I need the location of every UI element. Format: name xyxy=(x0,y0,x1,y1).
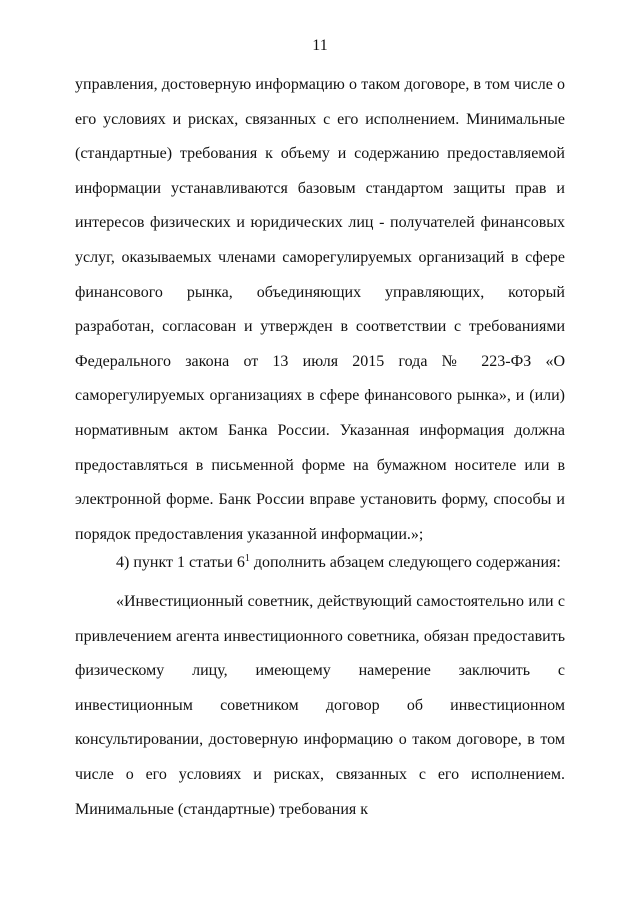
page-number: 11 xyxy=(312,37,328,54)
paragraph-text: управления, достоверную информацию о таком договоре, в том числе о его условиях и рисках, связанных с его исполнением. Минимальные (стандартные) требования к объему и содержанию предоставляемой информации устанавливаются базовым стандартом защиты прав и интересов физических и юридических лиц - получателей финансовых услуг, оказываемых членами саморегулируемых организаций в сфере финансового рынка, объединяющих управляющих, который разработан, согласован и утвержден в соответствии с требованиями Федерального закона от 13 июля 2015 года № 223-ФЗ «О саморегулируемых организациях в сфере финансового рынка», и (или) нормативным актом Банка России. Указанная информация должна предоставляться в письменной форме на бумажном носителе или в электронной форме. Банк России вправе установить форму, способы и порядок предоставления указанной информации.»; xyxy=(75,76,565,543)
paragraph-text: «Инвестиционный советник, действующий самостоятельно или с привлечением агента инвестиционного советника, обязан предоставить физическому лицу, имеющему намерение заключить с инвестиционным советником договор об инвестиционном консультировании, достоверную информацию о таком договоре, в том числе о его условиях и рисках, связанных с его исполнением. Минимальные (стандартные) требования к xyxy=(75,593,565,818)
paragraph-text xyxy=(75,546,565,581)
article-superscript: 1 xyxy=(244,553,250,564)
paragraph-quoted-amendment xyxy=(75,585,565,827)
paragraph-continuation xyxy=(75,68,565,552)
paragraph-item-4 xyxy=(75,546,565,581)
item-4-text-start: 4) пункт 1 статьи 6 xyxy=(116,554,245,571)
item-4-text-end: дополнить абзацем следующего содержания: xyxy=(249,554,561,571)
